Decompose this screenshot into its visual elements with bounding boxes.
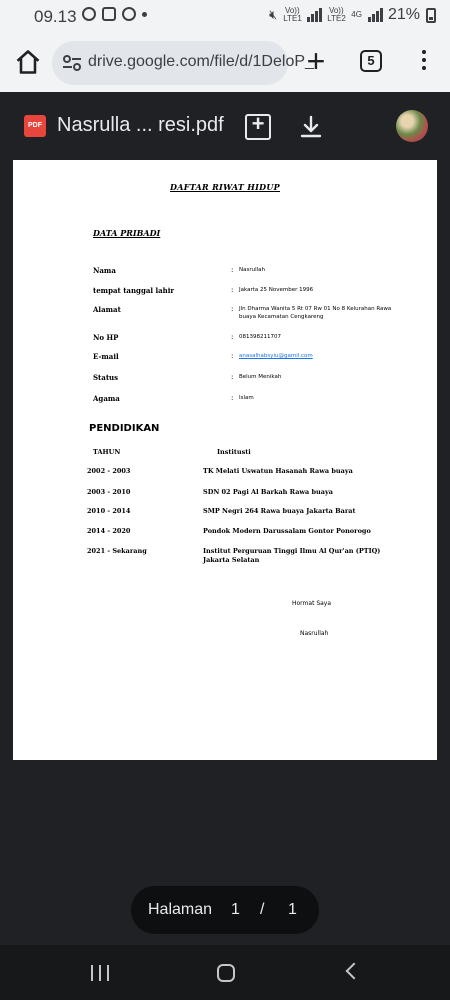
field-colon: : xyxy=(231,266,234,274)
education-heading: PENDIDIKAN xyxy=(89,423,160,434)
account-avatar[interactable] xyxy=(396,110,428,142)
field-value: Nasrullah xyxy=(239,267,266,273)
closing-text: Hormat Saya xyxy=(292,600,332,607)
signal-sim2-icon xyxy=(368,8,382,22)
education-institution: SMP Negri 264 Rawa buaya Jakarta Barat xyxy=(203,507,356,515)
home-nav-icon[interactable] xyxy=(217,964,235,982)
gallery-icon xyxy=(102,7,116,21)
field-value: Islam xyxy=(239,395,254,401)
file-title: Nasrulla ... resi.pdf xyxy=(57,114,224,136)
education-column-institution: Institusti xyxy=(217,448,251,456)
add-comment-icon[interactable] xyxy=(245,114,271,140)
status-notification-icons xyxy=(82,7,147,21)
battery-icon xyxy=(426,8,436,23)
field-value: Belum Menikah xyxy=(239,374,282,380)
pdf-file-icon: PDF xyxy=(24,115,46,137)
url-text[interactable]: drive.google.com/file/d/1DeloP_ xyxy=(88,53,314,70)
more-options-icon[interactable] xyxy=(354,114,368,140)
status-bar xyxy=(0,0,450,34)
education-column-year: TAHUN xyxy=(93,448,121,456)
home-icon[interactable] xyxy=(14,48,42,76)
education-year: 2014 - 2020 xyxy=(87,527,131,535)
field-colon: : xyxy=(231,333,234,341)
back-icon[interactable] xyxy=(346,963,363,980)
signature-name: Nasrullah xyxy=(300,630,329,637)
browser-toolbar xyxy=(0,34,450,92)
page-indicator xyxy=(131,886,319,934)
field-colon: : xyxy=(231,286,234,294)
field-label: Nama xyxy=(93,266,116,275)
page-indicator-current: 1 xyxy=(231,901,240,918)
field-colon: : xyxy=(231,305,234,313)
page-indicator-label: Halaman xyxy=(148,901,213,918)
page-indicator-total: 1 xyxy=(288,901,297,918)
field-label: Status xyxy=(93,373,119,382)
recent-apps-icon[interactable] xyxy=(91,965,109,981)
site-settings-icon[interactable] xyxy=(62,54,82,72)
field-value: 081398211707 xyxy=(239,334,281,340)
field-label: No HP xyxy=(93,333,119,342)
drive-viewer-toolbar xyxy=(0,92,450,160)
signal-sim1-icon xyxy=(307,8,321,22)
address-bar[interactable] xyxy=(52,41,314,85)
whatsapp-icon xyxy=(82,7,96,21)
field-value: Jakarta 25 November 1996 xyxy=(239,287,314,293)
mute-icon: 🔇︎ xyxy=(269,7,278,22)
email-link[interactable]: anasalhabsyiu@gamil.com xyxy=(239,353,313,359)
education-institution: SDN 02 Pagi Al Barkah Rawa buaya xyxy=(203,488,333,496)
education-institution: Pondok Modern Darussalam Gontor Ponorogo xyxy=(203,527,371,535)
field-label: tempat tanggal lahir xyxy=(93,286,175,295)
browser-menu-icon[interactable] xyxy=(414,50,434,76)
field-colon: : xyxy=(231,394,234,402)
sim1-label: Vo)) LTE1 xyxy=(283,6,302,23)
field-colon: : xyxy=(231,373,234,381)
field-label: Agama xyxy=(93,394,120,403)
status-time: 09.13 xyxy=(34,7,77,26)
personal-data-heading: DATA PRIBADI xyxy=(93,228,161,238)
field-value: Jln Dharma Wanita 5 Rt 07 Rw 01 No 8 Kelurahan Rawa buaya Kecamatan Cengkareng xyxy=(239,306,392,320)
download-icon[interactable] xyxy=(298,114,324,140)
education-year: 2010 - 2014 xyxy=(87,507,131,515)
education-institution: Institut Perguruan Tinggi Ilmu Al Qur'an (PTIQ) Jakarta Selatan xyxy=(203,547,381,564)
chrome-icon xyxy=(122,7,136,21)
education-institution: TK Melati Uswatun Hasanah Rawa buaya xyxy=(203,467,353,475)
new-tab-button[interactable]: + xyxy=(306,43,326,79)
education-year: 2021 - Sekarang xyxy=(87,547,147,555)
system-navigation-bar xyxy=(0,945,450,1000)
field-label: E-mail xyxy=(93,352,119,361)
field-label: Alamat xyxy=(93,305,121,314)
education-year: 2003 - 2010 xyxy=(87,488,131,496)
tab-switcher-button[interactable]: 5 xyxy=(360,50,382,72)
network-type: 4G xyxy=(351,10,362,19)
education-year: 2002 - 2003 xyxy=(87,467,131,475)
status-system-icons xyxy=(269,6,436,24)
battery-percent: 21% xyxy=(387,6,420,23)
more-notifications-dot-icon xyxy=(142,12,147,17)
sim2-label: Vo)) LTE2 xyxy=(327,6,346,23)
page-indicator-separator: / xyxy=(260,901,265,918)
pdf-page xyxy=(13,160,437,760)
field-colon: : xyxy=(231,352,234,360)
document-title: DAFTAR RIWAT HIDUP xyxy=(170,182,280,192)
